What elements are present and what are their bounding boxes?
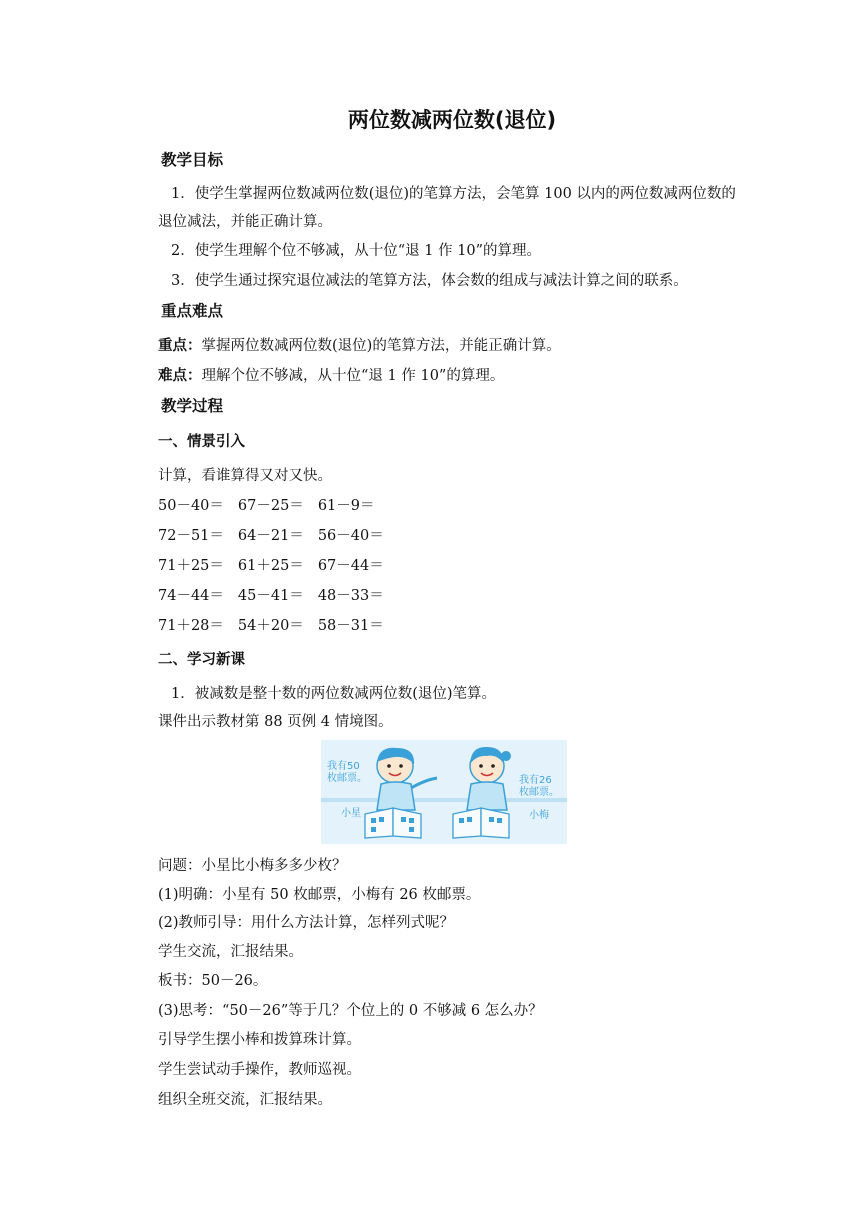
goal-item-2: 2．使学生理解个位不够减，从十位“退 1 作 10”的算理。 [171,243,542,259]
equation: 45－41＝ [237,588,304,604]
equation: 61＋25＝ [237,558,304,574]
new-lesson-line-2: 课件出示教材第 88 页例 4 情境图。 [158,714,393,730]
equation: 67－25＝ [237,498,304,514]
bubble-left-line-1: 我有50 [327,761,360,772]
equation-row [158,496,389,516]
key-point-label: 重点： [158,338,202,354]
process-line: 引导学生摆小棒和拨算珠计算。 [158,1032,361,1048]
name-label-right: 小梅 [529,810,549,821]
bubble-left-line-2: 枚邮票。 [327,773,367,784]
process-line: 问题：小星比小梅多多少枚？ [158,858,347,874]
difficulty-line [158,366,504,386]
equation: 74－44＝ [158,588,224,604]
process-line: 学生交流，汇报结果。 [158,944,303,960]
bubble-right-line-2: 枚邮票。 [519,787,559,798]
difficulty-label: 难点： [158,368,202,384]
equation: 71＋25＝ [158,558,224,574]
section-heading-teaching-goals: 教学目标 [161,151,224,169]
illustration-shelf [321,798,567,802]
equation-row [158,526,398,546]
equation: 50－40＝ [158,498,224,514]
goal-item-1: 1．使学生掌握两位数减两位数(退位)的笔算方法，会笔算 100 以内的两位数减两位数的 [171,186,736,202]
equation-row [158,616,398,636]
key-point-line [158,336,561,356]
new-lesson-line-1: 1．被减数是整十数的两位数减两位数(退位)笔算。 [171,686,497,702]
process-line: 板书：50－26。 [158,973,268,989]
equation: 67－44＝ [317,558,384,574]
intro-text: 计算，看谁算得又对又快。 [158,468,332,484]
equation: 61－9＝ [317,498,375,514]
process-line: 组织全班交流，汇报结果。 [158,1092,332,1108]
equation-row [158,556,398,576]
equation: 58－31＝ [317,618,384,634]
process-line: (3)思考：“50－26”等于几？个位上的 0 不够减 6 怎么办？ [158,1003,543,1019]
bubble-right-line-1: 我有26 [519,775,552,786]
part-heading-intro: 一、情景引入 [158,434,245,450]
equation: 71＋28＝ [158,618,224,634]
part-heading-new-lesson: 二、学习新课 [158,652,245,668]
name-label-left: 小星 [341,808,361,819]
equation: 54＋20＝ [237,618,304,634]
equation: 64－21＝ [237,528,304,544]
section-heading-teaching-process: 教学过程 [161,397,224,415]
key-point-text: 掌握两位数减两位数(退位)的笔算方法，并能正确计算。 [201,338,561,354]
equation-row [158,586,398,606]
equation: 72－51＝ [158,528,224,544]
goal-item-3: 3．使学生通过探究退位减法的笔算方法，体会数的组成与减法计算之间的联系。 [171,273,688,289]
document-title: 两位数减两位数(退位) [347,108,557,132]
process-line: 学生尝试动手操作，教师巡视。 [158,1062,361,1078]
equation: 48－33＝ [317,588,384,604]
situation-illustration [321,740,567,844]
goal-item-1-continued: 退位减法，并能正确计算。 [158,214,332,230]
equation: 56－40＝ [317,528,384,544]
difficulty-text: 理解个位不够减，从十位“退 1 作 10”的算理。 [201,368,505,384]
stamp-album-left [365,808,421,838]
process-line: (2)教师引导：用什么方法计算，怎样列式呢？ [158,915,455,931]
stamp-album-right [453,808,509,838]
process-line: (1)明确：小星有 50 枚邮票，小梅有 26 枚邮票。 [158,887,481,903]
section-heading-key-points: 重点难点 [161,302,224,320]
